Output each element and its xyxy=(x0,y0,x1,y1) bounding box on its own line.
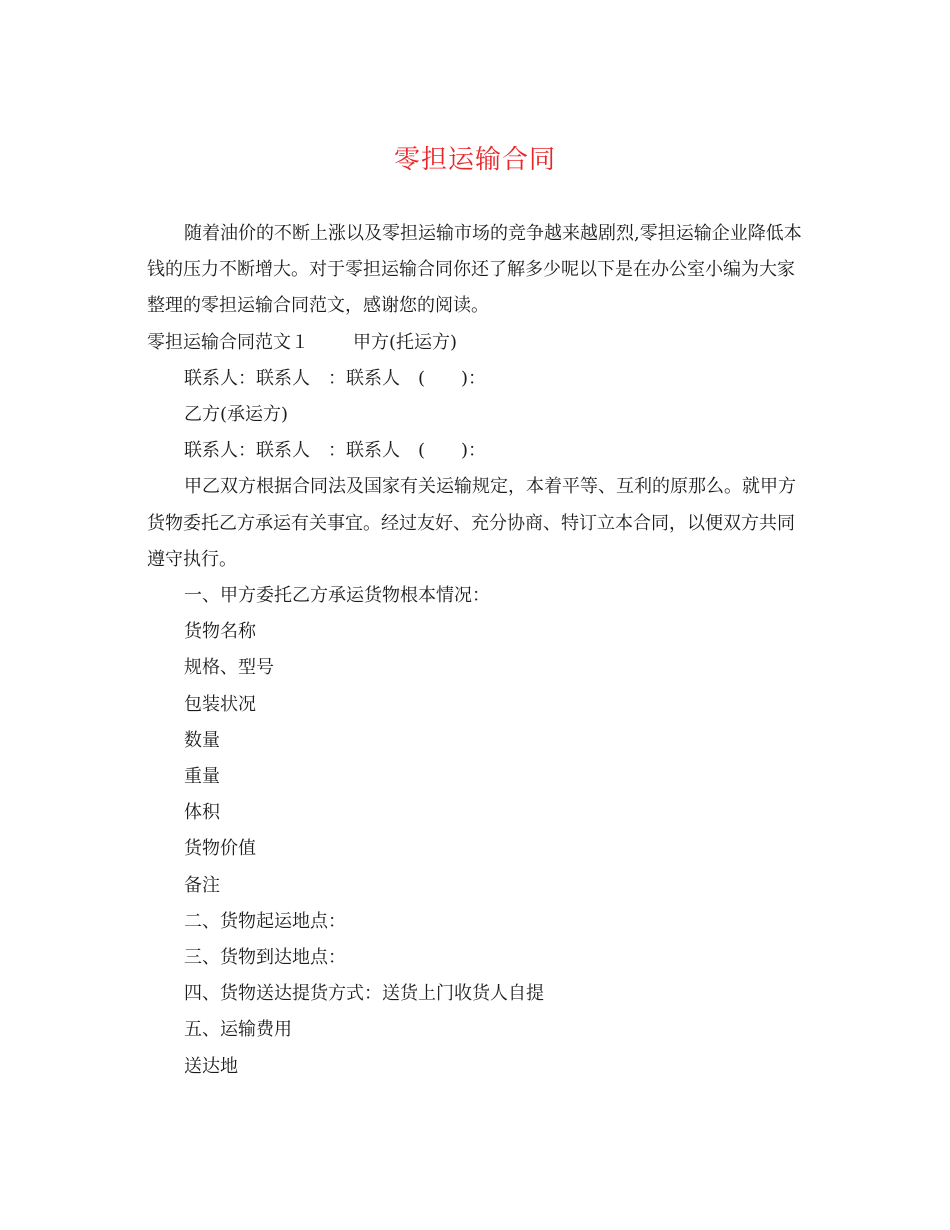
cargo-field-quantity: 数量 xyxy=(184,729,220,751)
section-3-heading: 三、货物到达地点： xyxy=(184,947,346,969)
cargo-field-value: 货物价值 xyxy=(184,838,256,860)
party-a-label: 甲方(托运方) xyxy=(353,331,458,353)
contact-a: 联系人：联系人 ：联系人 ( )： xyxy=(184,367,487,389)
section-5-heading: 五、运输费用 xyxy=(184,1019,292,1041)
intro-paragraph: 随着油价的不断上涨以及零担运输市场的竞争越来越剧烈,零担运输企业降低本钱的压力不断增大。对于零担运输合同你还了解多少呢以下是在办公室小编为大家整理的零担运输合同范文，感谢您的阅读。 xyxy=(147,223,802,317)
cargo-field-volume: 体积 xyxy=(184,802,220,824)
contact-b: 联系人：联系人 ：联系人 ( )： xyxy=(184,440,487,462)
sample-heading-line xyxy=(147,325,807,361)
preamble-paragraph: 甲乙双方根据合同法及国家有关运输规定，本着平等、互利的原那么。就甲方货物委托乙方承运有关事宜。经过友好、充分协商、特订立本合同，以便双方共同遵守执行。 xyxy=(147,476,796,570)
document-body xyxy=(147,216,807,1085)
document-title: 零担运输合同 xyxy=(393,145,556,175)
cargo-field-remarks: 备注 xyxy=(184,874,220,896)
destination-label: 送达地 xyxy=(184,1055,238,1077)
section-4-heading: 四、货物送达提货方式：送货上门收货人自提 xyxy=(184,983,544,1005)
cargo-field-spec: 规格、型号 xyxy=(184,657,274,679)
section-2-heading: 二、货物起运地点： xyxy=(184,910,346,932)
cargo-field-packaging: 包装状况 xyxy=(184,693,256,715)
sample-heading: 零担运输合同范文１ xyxy=(147,331,309,353)
cargo-field-weight: 重量 xyxy=(184,766,220,788)
section-1-heading: 一、甲方委托乙方承运货物根本情况： xyxy=(184,585,490,607)
party-b-label: 乙方(承运方) xyxy=(184,404,289,426)
cargo-field-name: 货物名称 xyxy=(184,621,256,643)
